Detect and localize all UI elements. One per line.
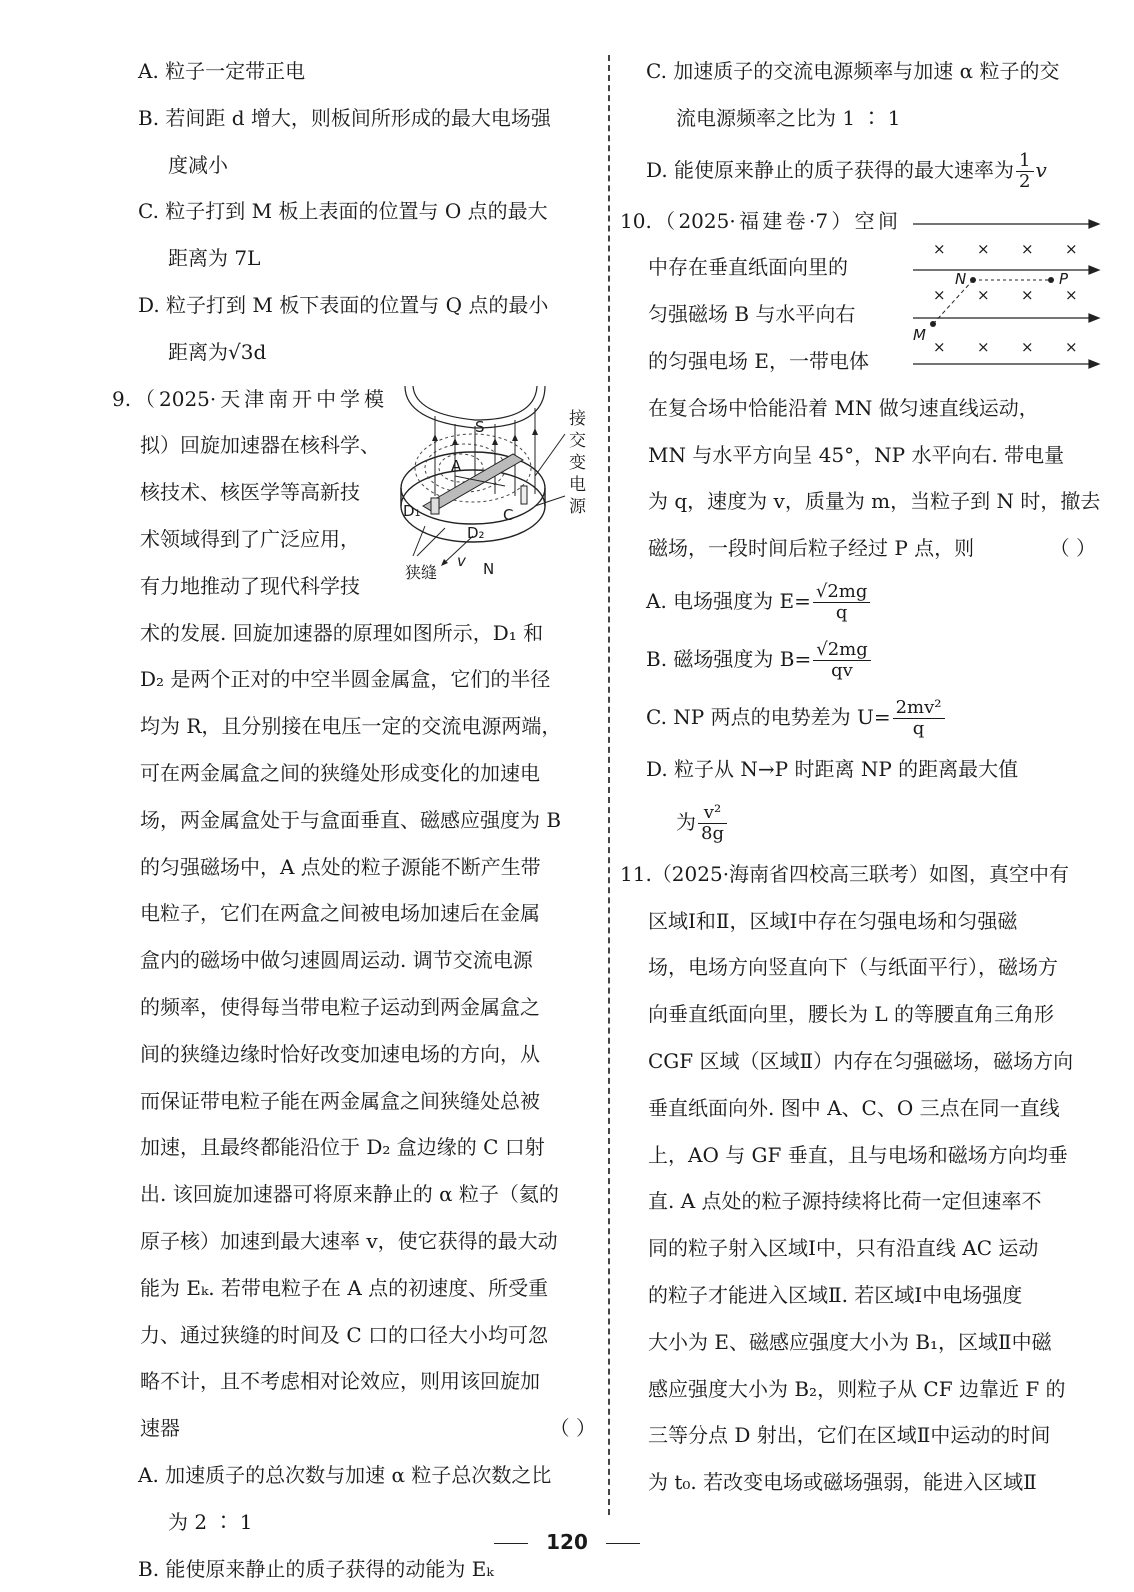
q11-text-line: 三等分点 D 射出，它们在区域Ⅱ中运动的时间 [620,1412,1100,1459]
label-a: A [451,457,462,475]
q8-option-a: A. 粒子一定带正电 [112,48,600,95]
q9-text-line: 盒内的磁场中做匀速圆周运动. 调节交流电源 [112,937,600,984]
q9-option-a-cont: 为 2 ∶ 1 [112,1499,600,1546]
q9-text-line: 原子核）加速到最大速率 v，使它获得的最大动 [112,1218,600,1265]
q11-text-line: 的粒子才能进入区域Ⅱ. 若区域Ⅰ中电场强度 [620,1272,1100,1319]
q9-text-line: 的频率，使得每当带电粒子运动到两金属盒之 [112,984,600,1031]
label-p: P [1059,270,1069,288]
cross-mark: × [977,286,990,304]
label-slit: 狭缝 [405,563,437,582]
fraction-denominator: q [893,719,945,739]
label-m: M [913,326,926,344]
q10-option-c-fraction [893,698,945,739]
cross-mark: × [1021,240,1034,258]
q9-text-line: 出. 该回旋加速器可将原来静止的 α 粒子（氦的 [112,1171,600,1218]
q10-option-d-fraction [698,803,727,844]
q9-text-line: 核技术、核医学等高新技 [112,469,412,516]
q11-text-line: 场，电场方向竖直向下（与纸面平行），磁场方 [620,944,1100,991]
q9-option-d-suffix: v [1036,158,1047,182]
fraction-denominator: 8g [698,824,727,844]
field-diagram [905,212,1105,372]
q11-text-line: CGF 区域（区域Ⅱ）内存在匀强磁场，磁场方向 [620,1038,1100,1085]
q9-text-line: 的匀强磁场中，A 点处的粒子源能不断产生带 [112,844,600,891]
cyclotron-figure [395,376,605,586]
cross-mark: × [933,338,946,356]
cross-mark: × [1065,286,1078,304]
cross-mark: × [1065,240,1078,258]
q10-text-line: 匀强磁场 B 与水平向右 [620,291,926,338]
cross-mark: × [933,286,946,304]
q9-text-line: 略不计，且不考虑相对论效应，则用该回旋加 [112,1358,600,1405]
label-ac-1: 接 [569,409,586,429]
q9-header: 9.（2025·天津南开中学模 [112,376,384,423]
q11-text-line: 区域Ⅰ和Ⅱ，区域Ⅰ中存在匀强电场和匀强磁 [620,898,1100,945]
left-column [112,48,600,1592]
q9-option-c: C. 加速质子的交流电源频率与加速 α 粒子的交 [620,48,1100,95]
q8-option-c-cont: 距离为 7L [112,235,600,282]
q11-text-line: 向垂直纸面向里，腰长为 L 的等腰直角三角形 [620,991,1100,1038]
q8-option-d-cont: 距离为√3d [112,329,600,376]
q9-answer-bracket: （ ） [550,1405,596,1452]
cross-mark: × [1021,338,1034,356]
fraction-numerator: v² [698,803,727,824]
q11-text-line: 直. A 点处的粒子源持续将比荷一定但速率不 [620,1178,1100,1225]
label-n: N [955,270,966,288]
q9-text-line: 有力地推动了现代科学技 [112,563,412,610]
label-s: S [475,418,485,436]
q9-text-line: 电粒子，它们在两盒之间被电场加速后在金属 [112,890,600,937]
q9-option-d [620,142,1100,198]
label-ac-5: 源 [569,497,587,517]
q9-last-line [112,1405,600,1452]
cross-mark: × [933,240,946,258]
fraction-denominator: qv [813,661,871,681]
label-ac-4: 电 [569,475,586,495]
q10-option-d-cont [620,793,1100,851]
q11-text-line: 上，AO 与 GF 垂直，且与电场和磁场方向均垂 [620,1132,1100,1179]
q9-text-line: 拟）回旋加速器在核科学、 [112,422,412,469]
q10-text-line: 中存在垂直纸面向里的 [620,244,926,291]
q9-option-a: A. 加速质子的总次数与加速 α 粒子总次数之比 [112,1452,600,1499]
q10-text-line: 在复合场中恰能沿着 MN 做匀速直线运动， [620,385,1100,432]
q8-option-b-cont: 度减小 [112,142,600,189]
column-divider [608,55,610,1515]
cross-mark: × [1065,338,1078,356]
q9-last-text: 速器 [140,1405,180,1452]
q9-text-line: 术的发展. 回旋加速器的原理如图所示，D₁ 和 [112,610,600,657]
cross-mark: × [977,240,990,258]
label-v: v [457,552,467,570]
q10-last-line [620,525,1100,572]
fraction-numerator: 2mv² [893,698,945,719]
page-number-footer [0,1530,1134,1554]
q9-option-c-cont: 流电源频率之比为 1 ∶ 1 [620,95,1100,142]
q10-text-line: 的匀强电场 E，一带电体 [620,338,926,385]
field-figure [905,212,1105,372]
q11-text-line: 大小为 E、磁感应强度大小为 B₁，区域Ⅱ中磁 [620,1319,1100,1366]
fraction-denominator: q [813,603,871,623]
q10-option-b-fraction [813,640,871,681]
q9-text-line: 加速，且最终都能沿位于 D₂ 盒边缘的 C 口射 [112,1124,600,1171]
q10-text-line: MN 与水平方向呈 45°，NP 水平向右. 带电量 [620,432,1100,479]
q11-text-line: 同的粒子射入区域Ⅰ中，只有沿直线 AC 运动 [620,1225,1100,1272]
q10-option-a-text: A. 电场强度为 E= [646,589,811,613]
q9-option-d-text: D. 能使原来静止的质子获得的最大速率为 [646,158,1014,182]
q9-option-b: B. 能使原来静止的质子获得的动能为 Eₖ [112,1546,600,1592]
q10-option-d: D. 粒子从 N→P 时距离 NP 的距离最大值 [620,746,1100,793]
q8-option-b: B. 若间距 d 增大，则板间所形成的最大电场强 [112,95,600,142]
q9-text-line: D₂ 是两个正对的中空半圆金属盒，它们的半径 [112,656,600,703]
q10-last-text: 磁场，一段时间后粒子经过 P 点，则 [648,525,974,572]
q9-text-line: 可在两金属盒之间的狭缝处形成变化的加速电 [112,750,600,797]
fraction-numerator: √2mg [813,582,871,603]
fraction-numerator: 1 [1016,151,1033,172]
q10-option-c-text: C. NP 两点的电势差为 U= [646,705,891,729]
q9-option-d-fraction [1016,151,1033,192]
q10-answer-bracket: （ ） [1050,525,1096,572]
q8-option-c: C. 粒子打到 M 板上表面的位置与 O 点的最大 [112,188,600,235]
page-number: 120 [546,1530,588,1554]
q11-text-line: 感应强度大小为 B₂，则粒子从 CF 边靠近 F 的 [620,1366,1100,1413]
footer-dash [606,1543,640,1544]
q10-option-a-fraction [813,582,871,623]
label-ac-3: 变 [569,453,586,473]
footer-dash [494,1543,528,1544]
fraction-denominator: 2 [1016,172,1033,192]
q11-header: 11.（2025·海南省四校高三联考）如图，真空中有 [620,851,1100,898]
label-ac-2: 交 [569,431,586,451]
q10-option-d-text: 为 [676,810,696,834]
cross-mark: × [1021,286,1034,304]
q8-option-d: D. 粒子打到 M 板下表面的位置与 Q 点的最小 [112,282,600,329]
q10-option-a [620,572,1100,630]
q9-text-line: 场，两金属盒处于与盒面垂直、磁感应强度为 B [112,797,600,844]
label-n: N [483,560,494,578]
q9-text-line: 力、通过狭缝的时间及 C 口的口径大小均可忽 [112,1312,600,1359]
q9-text-line: 能为 Eₖ. 若带电粒子在 A 点的初速度、所受重 [112,1265,600,1312]
label-d2: D₂ [467,524,485,542]
fraction-numerator: √2mg [813,640,871,661]
q9-text-line: 术领域得到了广泛应用， [112,516,412,563]
q10-header: 10.（2025·福建卷·7）空间 [620,198,898,245]
q9-text-line: 间的狭缝边缘时恰好改变加速电场的方向，从 [112,1031,600,1078]
q9-text-line: 而保证带电粒子能在两金属盒之间狭缝处总被 [112,1078,600,1125]
cyclotron-diagram [395,376,605,586]
q10-option-b-text: B. 磁场强度为 B= [646,647,811,671]
q9-text-line: 均为 R，且分别接在电压一定的交流电源两端， [112,703,600,750]
q10-option-c [620,688,1100,746]
q10-option-b [620,630,1100,688]
q11-text-line: 为 t₀. 若改变电场或磁场强弱，能进入区域Ⅱ [620,1459,1100,1506]
label-d1: D₁ [403,502,421,520]
q10-text-line: 为 q，速度为 v，质量为 m，当粒子到 N 时，撤去 [620,478,1100,525]
cross-mark: × [977,338,990,356]
q11-text-line: 垂直纸面向外. 图中 A、C、O 三点在同一直线 [620,1085,1100,1132]
label-c: C [503,506,513,524]
